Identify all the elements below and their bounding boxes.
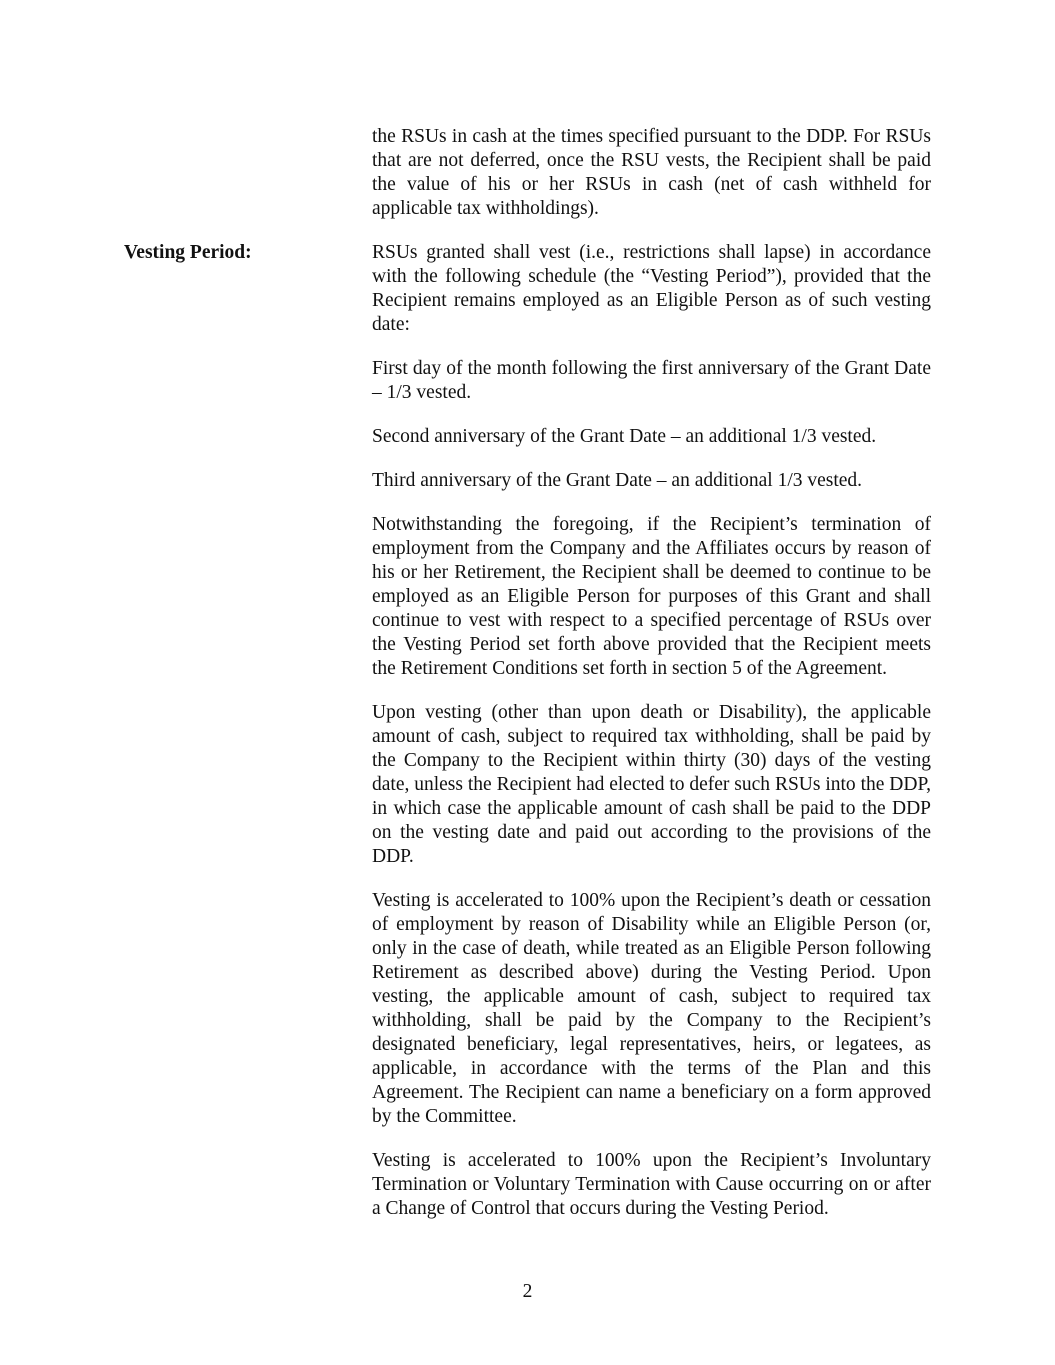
paragraph-death-disability: Vesting is accelerated to 100% upon the Recipient’s death or cessation of employment by reason of Disability while an Eligible Person (or, only in the case of death, while treated as an Eligible Person following Retirement as described above) during the Vesting Period. Upon vesting, the applicable amount of cash, subject to required tax withholding, shall be paid by the Company to the Recipient’s designated beneficiary, legal representatives, heirs, or legatees, as applicable, in accordance with the terms of the Plan and this Agreement. The Recipient can name a beneficiary on a form approved by the Committee. xyxy=(372,890,931,1127)
paragraph-cash-payment: the RSUs in cash at the times specified pursuant to the DDP. For RSUs that are not deferred, once the RSU vests, the Recipient shall be paid the value of his or her RSUs in cash (net of cash withheld for applicable tax withholdings). xyxy=(372,126,931,219)
terms-column xyxy=(372,125,931,1241)
paragraph-upon-vesting: Upon vesting (other than upon death or Disability), the applicable amount of cash, subject to required tax withholding, shall be paid by the Company to the Recipient within thirty (30) days of the vesting date, unless the Recipient had elected to defer such RSUs into the DDP, in which case the applicable amount of cash shall be paid to the DDP on the vesting date and paid out according to the provisions of the DDP. xyxy=(372,702,931,867)
vesting-period-label: Vesting Period: xyxy=(124,242,252,263)
paragraph-retirement: Notwithstanding the foregoing, if the Recipient’s termination of employment from the Company and the Affiliates occurs by reason of his or her Retirement, the Recipient shall be deemed to continue to be employed as an Eligible Person for purposes of this Grant and shall continue to vest with respect to a specified percentage of RSUs over the Vesting Period set forth above provided that the Recipient meets the Retirement Conditions set forth in section 5 of the Agreement. xyxy=(372,514,931,679)
paragraph-vesting-intro: RSUs granted shall vest (i.e., restrictions shall lapse) in accordance with the following schedule (the “Vesting Period”), provided that the Recipient remains employed as an Eligible Person as of such vesting date: xyxy=(372,242,931,335)
paragraph-vesting-second: Second anniversary of the Grant Date – an additional 1/3 vested. xyxy=(372,426,877,447)
paragraph-vesting-third: Third anniversary of the Grant Date – an additional 1/3 vested. xyxy=(372,470,863,491)
page-number: 2 xyxy=(522,1281,533,1302)
paragraph-vesting-first: First day of the month following the first anniversary of the Grant Date – 1/3 vested. xyxy=(372,358,931,403)
paragraph-change-of-control: Vesting is accelerated to 100% upon the Recipient’s Involuntary Termination or Voluntary Termination with Cause occurring on or after a Change of Control that occurs during the Vesting Period. xyxy=(372,1150,931,1219)
